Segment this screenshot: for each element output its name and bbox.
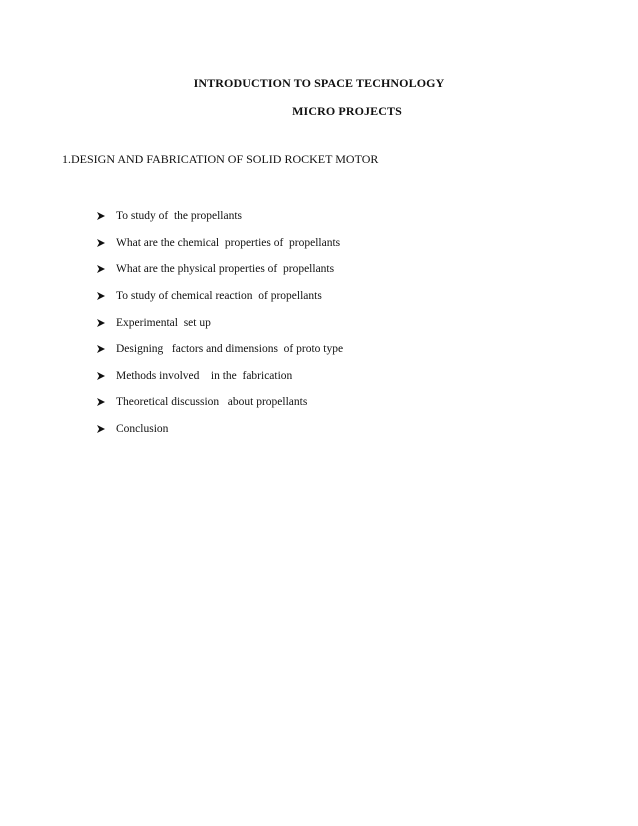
list-item-text: Theoretical discussion about propellants [116, 396, 308, 409]
list-item [96, 256, 343, 283]
bullet-list [96, 203, 343, 442]
arrow-bullet-icon [96, 397, 106, 407]
list-item-text: Experimental set up [116, 316, 211, 329]
list-item-text: To study of chemical reaction of propellants [116, 290, 322, 303]
list-item [96, 363, 343, 390]
list-item-text: Designing factors and dimensions of proto type [116, 343, 344, 356]
list-item [96, 309, 343, 336]
arrow-bullet-icon [96, 238, 106, 248]
list-item [96, 336, 343, 363]
document-title: INTRODUCTION TO SPACE TECHNOLOGY [193, 76, 445, 90]
list-item-text: To study of the propellants [116, 210, 242, 223]
arrow-bullet-icon [96, 344, 106, 354]
list-item [96, 230, 343, 257]
document-subtitle-text: MICRO PROJECTS [292, 104, 402, 118]
arrow-bullet-icon [96, 318, 106, 328]
arrow-bullet-icon [96, 291, 106, 301]
arrow-bullet-icon [96, 371, 106, 381]
arrow-bullet-icon [96, 424, 106, 434]
list-item [96, 416, 343, 443]
list-item-text: What are the chemical properties of propellants [116, 236, 341, 249]
list-item [96, 283, 343, 310]
list-item-text: Methods involved in the fabrication [116, 369, 293, 382]
list-item-text: What are the physical properties of propellants [116, 263, 335, 276]
list-item-text: Conclusion [116, 423, 169, 436]
section-heading: 1.DESIGN AND FABRICATION OF SOLID ROCKET MOTOR [62, 152, 379, 166]
document-subtitle [0, 104, 638, 119]
list-item [96, 389, 343, 416]
arrow-bullet-icon [96, 264, 106, 274]
list-item [96, 203, 343, 230]
arrow-bullet-icon [96, 211, 106, 221]
